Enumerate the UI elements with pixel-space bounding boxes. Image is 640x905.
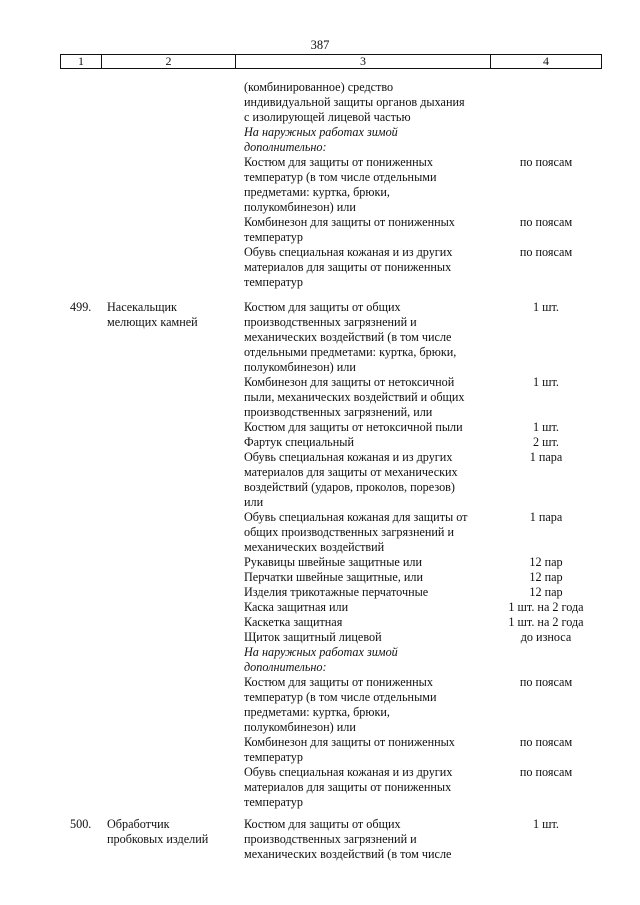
column-header-4: 4 xyxy=(543,54,549,68)
table-row xyxy=(0,765,640,810)
item-line: Обувь специальная кожаная и из других xyxy=(244,450,453,464)
profession-line: пробковых изделий xyxy=(107,832,209,846)
table-row xyxy=(0,555,640,570)
item-line: Щиток защитный лицевой xyxy=(244,630,382,644)
item-description xyxy=(244,245,484,290)
profession-line: Насекальщик xyxy=(107,300,177,314)
item-line: Перчатки швейные защитные, или xyxy=(244,570,424,584)
table-row xyxy=(0,435,640,450)
item-line: материалов для защиты от пониженных xyxy=(244,780,452,794)
item-description xyxy=(244,675,484,735)
item-description xyxy=(244,300,484,375)
entry-number: 499. xyxy=(70,300,92,314)
item-description xyxy=(244,450,484,510)
item-line: температур (в том числе отдельными xyxy=(244,690,437,704)
item-line: дополнительно: xyxy=(244,660,327,674)
item-line: Изделия трикотажные перчаточные xyxy=(244,585,429,599)
item-line: механических воздействий xyxy=(244,540,385,554)
table-row xyxy=(0,615,640,630)
item-line: предметами: куртка, брюки, xyxy=(244,185,390,199)
item-line: Костюм для защиты от общих xyxy=(244,300,401,314)
item-description xyxy=(244,600,484,615)
item-description xyxy=(244,420,484,435)
item-quantity: по поясам xyxy=(519,155,573,169)
profession-line: мелющих камней xyxy=(107,315,198,329)
table-row xyxy=(0,735,640,765)
item-description xyxy=(244,80,484,125)
item-line: Обувь специальная кожаная и из других xyxy=(244,245,453,259)
column-header-3: 3 xyxy=(236,55,491,68)
item-quantity: 1 шт. xyxy=(533,420,559,434)
item-line: Обувь специальная кожаная и из других xyxy=(244,765,453,779)
item-quantity: 1 пара xyxy=(529,510,563,524)
item-description xyxy=(244,570,484,585)
item-line: Рукавицы швейные защитные или xyxy=(244,555,422,569)
section-note xyxy=(244,125,484,155)
item-line: На наружных работах зимой xyxy=(244,125,398,139)
item-line: Комбинезон для защиты от пониженных xyxy=(244,735,455,749)
page-number: 387 xyxy=(310,38,330,52)
item-description xyxy=(244,555,484,570)
item-line: отдельными предметами: куртка, брюки, xyxy=(244,345,457,359)
item-quantity: по поясам xyxy=(519,215,573,229)
item-line: Костюм для защиты от пониженных xyxy=(244,675,433,689)
item-line: Костюм для защиты от пониженных xyxy=(244,155,433,169)
item-line: дополнительно: xyxy=(244,140,327,154)
item-line: индивидуальной защиты органов дыхания xyxy=(244,95,465,109)
profession-line: Обработчик xyxy=(107,817,170,831)
item-quantity: 12 пар xyxy=(529,570,563,584)
item-description xyxy=(244,630,484,645)
item-line: производственных загрязнений, или xyxy=(244,405,433,419)
item-line: температур xyxy=(244,275,303,289)
item-line: материалов для защиты от механических xyxy=(244,465,458,479)
table-row xyxy=(0,630,640,645)
item-description xyxy=(244,215,484,245)
item-line: температур xyxy=(244,750,303,764)
item-line: предметами: куртка, брюки, xyxy=(244,705,390,719)
table-row xyxy=(0,570,640,585)
table-row xyxy=(0,675,640,735)
item-line: производственных загрязнений и xyxy=(244,315,417,329)
item-description xyxy=(244,375,484,420)
item-quantity: 1 шт. на 2 года xyxy=(508,615,584,629)
section-note xyxy=(244,645,484,675)
table-row xyxy=(0,155,640,215)
item-line: полукомбинезон) или xyxy=(244,720,356,734)
item-description xyxy=(244,435,484,450)
table-row xyxy=(0,817,640,862)
item-quantity: 1 шт. на 2 года xyxy=(508,600,584,614)
table-row xyxy=(0,125,640,155)
item-description xyxy=(244,155,484,215)
item-quantity: по поясам xyxy=(519,675,573,689)
item-description xyxy=(244,510,484,555)
item-quantity: 2 шт. xyxy=(533,435,559,449)
table-row xyxy=(0,215,640,245)
item-line: На наружных работах зимой xyxy=(244,645,398,659)
item-line: Костюм для защиты от общих xyxy=(244,817,401,831)
item-line: (комбинированное) средство xyxy=(244,80,394,94)
item-line: Костюм для защиты от нетоксичной пыли xyxy=(244,420,463,434)
item-line: Обувь специальная кожаная для защиты от xyxy=(244,510,468,524)
item-line: полукомбинезон) или xyxy=(244,360,356,374)
item-line: механических воздействий (в том числе xyxy=(244,847,452,861)
item-line: температур (в том числе отдельными xyxy=(244,170,437,184)
entry-499 xyxy=(0,300,640,810)
item-quantity: до износа xyxy=(520,630,572,644)
table-row xyxy=(0,645,640,675)
column-header-2: 2 xyxy=(102,55,236,68)
item-quantity: по поясам xyxy=(519,245,573,259)
item-quantity: по поясам xyxy=(519,765,573,779)
item-quantity: 1 шт. xyxy=(533,300,559,314)
entry-500 xyxy=(0,817,640,862)
item-line: материалов для защиты от пониженных xyxy=(244,260,452,274)
table-row xyxy=(0,450,640,510)
item-line: воздействий (ударов, проколов, порезов) xyxy=(244,480,455,494)
table-row xyxy=(0,245,640,290)
table-row xyxy=(0,300,640,375)
table-row xyxy=(0,510,640,555)
item-description xyxy=(244,817,484,862)
item-line: Каска защитная или xyxy=(244,600,349,614)
item-line: общих производственных загрязнений и xyxy=(244,525,455,539)
item-description xyxy=(244,585,484,600)
item-description xyxy=(244,615,484,630)
item-description xyxy=(244,765,484,810)
item-quantity: 1 шт. xyxy=(533,817,559,831)
table-row xyxy=(0,600,640,615)
column-header-1: 1 xyxy=(61,55,102,68)
item-line: производственных загрязнений и xyxy=(244,832,417,846)
item-line: Комбинезон для защиты от нетоксичной xyxy=(244,375,455,389)
item-line: Каскетка защитная xyxy=(244,615,343,629)
table-row xyxy=(0,80,640,125)
table-row xyxy=(0,585,640,600)
item-line: полукомбинезон) или xyxy=(244,200,356,214)
item-line: температур xyxy=(244,795,303,809)
continuation-block xyxy=(0,80,640,290)
item-description xyxy=(244,735,484,765)
table-row xyxy=(0,420,640,435)
table-header xyxy=(60,54,602,69)
entry-number: 500. xyxy=(70,817,92,831)
item-line: пыли, механических воздействий и общих xyxy=(244,390,465,404)
item-quantity: 12 пар xyxy=(529,555,563,569)
item-quantity: 1 шт. xyxy=(533,375,559,389)
table-row xyxy=(0,375,640,420)
item-line: или xyxy=(244,495,264,509)
item-line: Фартук специальный xyxy=(244,435,354,449)
item-quantity: 12 пар xyxy=(529,585,563,599)
item-line: с изолирующей лицевой частью xyxy=(244,110,411,124)
item-quantity: 1 пара xyxy=(529,450,563,464)
item-line: Комбинезон для защиты от пониженных xyxy=(244,215,455,229)
item-line: механических воздействий (в том числе xyxy=(244,330,452,344)
item-line: температур xyxy=(244,230,303,244)
item-quantity: по поясам xyxy=(519,735,573,749)
